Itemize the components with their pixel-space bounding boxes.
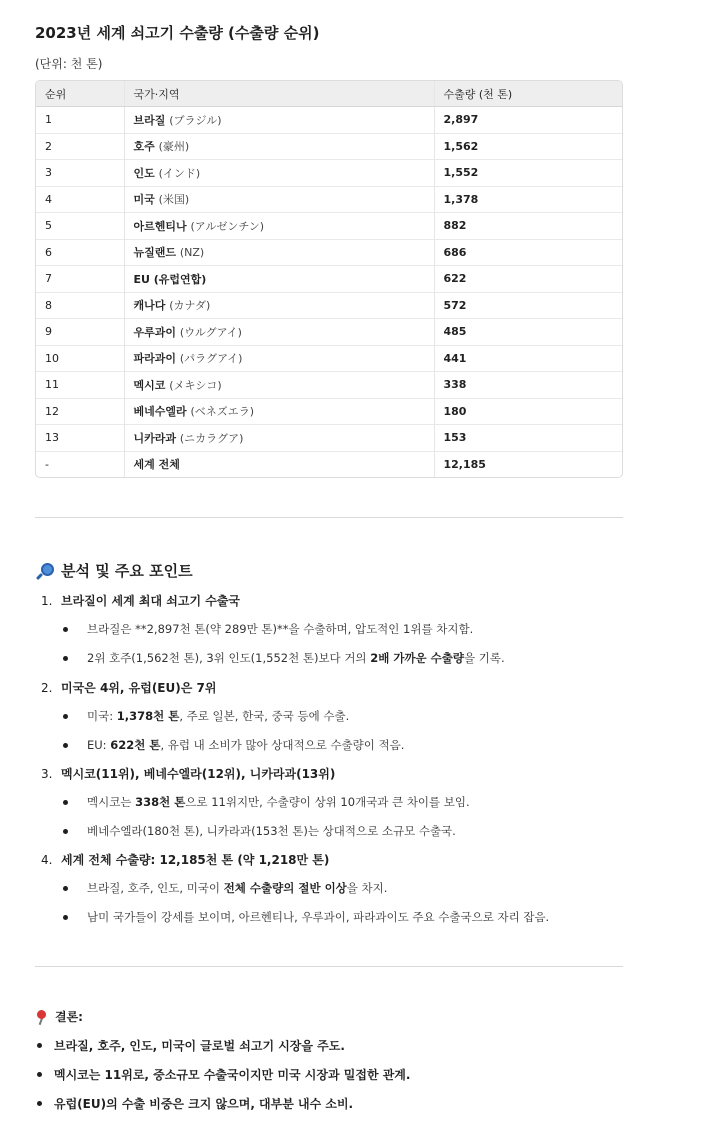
volume-cell: 1,562 xyxy=(434,133,622,160)
bullet-text: , 주로 일본, 한국, 중국 등에 수출. xyxy=(179,709,350,723)
analysis-item xyxy=(41,765,335,782)
conclusion-item xyxy=(35,1066,410,1083)
country-name: 미국 xyxy=(133,193,155,207)
table-row xyxy=(36,160,622,187)
divider xyxy=(35,966,623,967)
bullet-emphasis: 622천 톤 xyxy=(110,738,161,752)
rank-cell: 5 xyxy=(36,213,124,240)
analysis-bullet xyxy=(63,737,404,753)
bullet-text: 으로 11위지만, 수출량이 상위 10개국과 큰 차이를 보임. xyxy=(185,795,470,809)
table-row xyxy=(36,213,622,240)
table-row xyxy=(36,319,622,346)
country-name: 호주 xyxy=(133,140,155,154)
rank-cell: 3 xyxy=(36,160,124,187)
country-cell xyxy=(124,160,434,187)
volume-cell: 572 xyxy=(434,292,622,319)
country-cell xyxy=(124,133,434,160)
item-number: 4. xyxy=(41,853,53,867)
country-note: (インド) xyxy=(158,166,201,180)
pushpin-icon xyxy=(35,1009,49,1025)
country-name: 아르헨티나 xyxy=(133,219,187,233)
bullet-text: 을 기록. xyxy=(463,651,505,665)
conclusion-item xyxy=(35,1037,345,1054)
volume-cell: 882 xyxy=(434,213,622,240)
country-note: (カナダ) xyxy=(169,299,211,313)
table-row xyxy=(36,372,622,399)
bullet-text: EU: xyxy=(87,738,111,752)
conclusion-text: 멕시코는 11위로, 중소규모 수출국이지만 미국 시장과 밀접한 관계. xyxy=(54,1068,411,1082)
conclusion-heading xyxy=(35,1008,83,1025)
conclusion-item xyxy=(35,1095,353,1112)
country-note: (ブラジル) xyxy=(169,113,222,127)
item-label: 브라질이 세계 최대 쇠고기 수출국 xyxy=(61,594,241,608)
country-note: (パラグアイ) xyxy=(179,352,243,366)
analysis-bullet xyxy=(63,621,473,637)
volume-cell: 622 xyxy=(434,266,622,293)
country-name: 멕시코 xyxy=(133,378,166,392)
rank-cell: 8 xyxy=(36,292,124,319)
magnifier-icon xyxy=(35,562,53,580)
rank-cell: 12 xyxy=(36,398,124,425)
item-number: 3. xyxy=(41,767,53,781)
bullet-text: 브라질, 호주, 인도, 미국이 xyxy=(87,881,224,895)
analysis-bullet xyxy=(63,880,387,896)
volume-cell: 180 xyxy=(434,398,622,425)
bullet-emphasis: 1,378천 톤 xyxy=(116,709,180,723)
table-row xyxy=(36,451,622,477)
export-table xyxy=(35,80,623,478)
table-row xyxy=(36,266,622,293)
country-name: 우루과이 xyxy=(133,325,177,339)
country-note: (ウルグアイ) xyxy=(179,325,242,339)
country-note: (豪州) xyxy=(158,140,190,154)
table-row xyxy=(36,107,622,134)
volume-cell: 485 xyxy=(434,319,622,346)
country-cell xyxy=(124,398,434,425)
country-note: (アルゼンチン) xyxy=(190,219,265,233)
bullet-text: 멕시코는 xyxy=(87,795,136,809)
analysis-bullet xyxy=(63,823,456,839)
analysis-bullet xyxy=(63,909,549,925)
country-name: 브라질 xyxy=(133,113,166,127)
rank-cell: 11 xyxy=(36,372,124,399)
analysis-bullet xyxy=(63,794,470,810)
bullet-text: 을 차지. xyxy=(346,881,388,895)
rank-cell: 1 xyxy=(45,113,52,127)
header-country: 국가·지역 xyxy=(124,81,434,107)
country-name: 캐나다 xyxy=(133,299,166,313)
bullet-text: , 유럽 내 소비가 많아 상대적으로 수출량이 적음. xyxy=(160,738,405,752)
country-cell xyxy=(124,107,434,134)
volume-cell: 153 xyxy=(434,425,622,452)
country-cell xyxy=(124,292,434,319)
volume-cell: 2,897 xyxy=(434,107,622,134)
country-name: 베네수엘라 xyxy=(133,405,187,419)
bullet-text: 남미 국가들이 강세를 보이며, 아르헨티나, 우루과이, 파라과이도 주요 수출국으로 자리 잡음. xyxy=(87,910,550,924)
table-row xyxy=(36,425,622,452)
country-cell xyxy=(124,266,434,293)
volume-cell: 441 xyxy=(434,345,622,372)
rank-cell: 9 xyxy=(36,319,124,346)
country-name: 니카라과 xyxy=(133,431,177,445)
unit-note: (단위: 천 톤) xyxy=(35,57,103,71)
page-title: 2023년 세계 쇠고기 수출량 (수출량 순위) xyxy=(35,24,320,42)
country-cell xyxy=(124,186,434,213)
bullet-text: 2위 호주(1,562천 톤), 3위 인도(1,552천 톤)보다 거의 xyxy=(87,651,371,665)
table-row xyxy=(36,345,622,372)
volume-cell: 12,185 xyxy=(434,451,622,477)
table-row xyxy=(36,398,622,425)
country-name: EU (유럽연합) xyxy=(133,272,207,286)
country-cell xyxy=(124,451,434,477)
conclusion-text: 브라질, 호주, 인도, 미국이 글로벌 쇠고기 시장을 주도. xyxy=(54,1039,345,1053)
country-note: (NZ) xyxy=(179,246,205,260)
country-name: 인도 xyxy=(133,166,155,180)
bullet-emphasis: 2배 가까운 수출량 xyxy=(370,651,464,665)
analysis-item xyxy=(41,851,329,868)
bullet-text: 미국: xyxy=(87,709,117,723)
analysis-item xyxy=(41,679,216,696)
header-rank: 순위 xyxy=(36,81,124,107)
country-cell xyxy=(124,372,434,399)
bullet-text: 브라질은 **2,897천 톤(약 289만 톤)**을 수출하며, 압도적인 1위를 차지함. xyxy=(87,622,474,636)
item-label: 미국은 4위, 유럽(EU)은 7위 xyxy=(61,681,217,695)
country-name: 파라과이 xyxy=(133,352,177,366)
bullet-text: 베네수엘라(180천 톤), 니카라과(153천 톤)는 상대적으로 소규모 수출국. xyxy=(87,824,456,838)
table-row xyxy=(36,186,622,213)
rank-cell: - xyxy=(36,451,124,477)
country-note: (ニカラグア) xyxy=(179,431,244,445)
country-cell xyxy=(124,425,434,452)
country-cell xyxy=(124,319,434,346)
divider xyxy=(35,517,623,518)
table-body xyxy=(36,107,622,478)
bullet-emphasis: 전체 수출량의 절반 이상 xyxy=(223,881,347,895)
rank-cell: 2 xyxy=(36,133,124,160)
analysis-item xyxy=(41,592,240,609)
analysis-heading-text: 분석 및 주요 포인트 xyxy=(61,562,193,580)
country-cell xyxy=(124,213,434,240)
table-row xyxy=(36,133,622,160)
rank-cell: 7 xyxy=(36,266,124,293)
country-note: (メキシコ) xyxy=(169,378,222,392)
item-number: 2. xyxy=(41,681,53,695)
country-note: (米国) xyxy=(158,193,190,207)
country-name: 뉴질랜드 xyxy=(133,246,177,260)
table-header-row xyxy=(36,81,622,107)
volume-cell: 338 xyxy=(434,372,622,399)
analysis-bullet xyxy=(63,650,505,666)
rank-cell: 6 xyxy=(36,239,124,266)
country-cell xyxy=(124,239,434,266)
rank-cell: 13 xyxy=(36,425,124,452)
header-volume: 수출량 (천 톤) xyxy=(434,81,622,107)
analysis-bullet xyxy=(63,708,349,724)
rank-cell: 4 xyxy=(36,186,124,213)
item-label: 세계 전체 수출량: 12,185천 톤 (약 1,218만 톤) xyxy=(61,853,330,867)
country-name: 세계 전체 xyxy=(133,458,180,472)
conclusion-heading-text: 결론: xyxy=(55,1010,83,1024)
volume-cell: 686 xyxy=(434,239,622,266)
country-cell xyxy=(124,345,434,372)
analysis-heading xyxy=(35,560,193,581)
country-note: (ベネズエラ) xyxy=(190,405,255,419)
rank-cell: 10 xyxy=(36,345,124,372)
bullet-emphasis: 338천 톤 xyxy=(135,795,186,809)
table-row xyxy=(36,239,622,266)
conclusion-text: 유럽(EU)의 수출 비중은 크지 않으며, 대부분 내수 소비. xyxy=(54,1097,354,1111)
item-label: 멕시코(11위), 베네수엘라(12위), 니카라과(13위) xyxy=(61,767,336,781)
item-number: 1. xyxy=(41,594,53,608)
volume-cell: 1,378 xyxy=(434,186,622,213)
table-row xyxy=(36,292,622,319)
volume-cell: 1,552 xyxy=(434,160,622,187)
